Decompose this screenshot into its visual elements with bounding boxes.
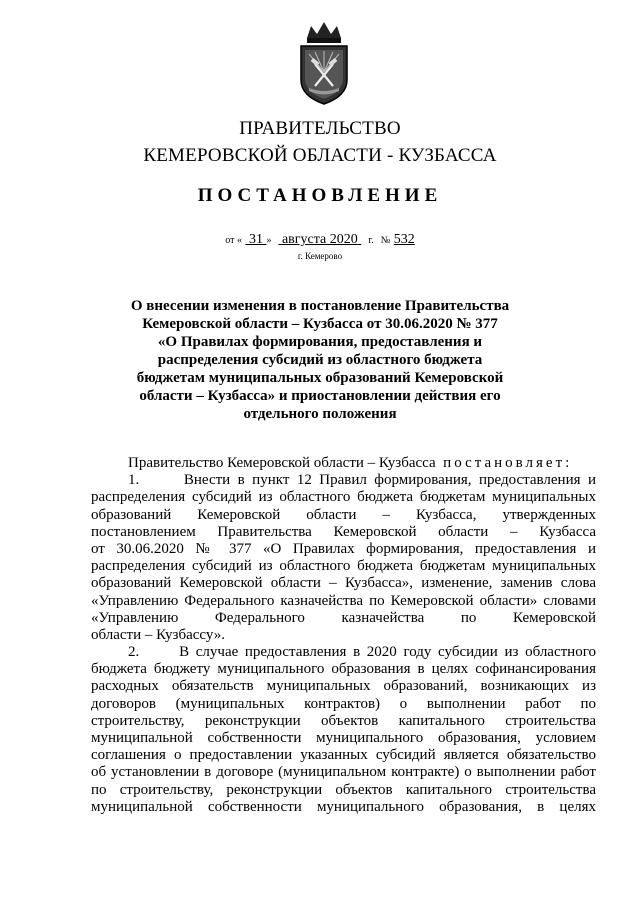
intro-line [91,455,596,472]
kuzbass-coat-of-arms-icon [295,20,353,106]
heading-line: области – Кузбасса» и приостановлении действия его [139,388,501,404]
document-heading [130,297,510,423]
government-title-line2: КЕМЕРОВСКОЙ ОБЛАСТИ - КУЗБАССА [143,145,497,166]
document-city: г. Кемерово [297,251,343,261]
body-line: бюджета бюджету муниципального образования в целях софинансирования [91,661,596,678]
document-dateline [0,232,640,248]
body-line: муниципальной собственности муниципального образования, в целях [91,798,596,815]
body-line: образований Кемеровской области – Кузбасса», изменение, заменив слова [91,575,596,592]
body-line: расходных обязательств муниципальных образований, возникающих из [91,678,596,695]
heading-line: отдельного положения [243,406,397,422]
heading-line: распределения субсидий из областного бюджета [157,352,483,368]
heading-line: О внесении изменения в постановление Правительства [130,298,510,314]
body-line: договоров (муниципальных контрактов) о выполнении работ по [91,695,596,712]
body-line: строительству, реконструкции объектов капитального строительства [91,712,596,729]
date-month-year: августа 2020 [281,232,358,247]
intro-spaced: постановляет: [443,455,573,471]
body-line: соглашения о предоставлении указанных субсидий является обязательство [91,747,596,764]
body-line: 2. В случае предоставления в 2020 году субсидии из областного [128,644,596,661]
heading-line: Кемеровской области – Кузбасса от 30.06.2020 № 377 [142,316,498,332]
heading-line: бюджетам муниципальных образований Кемеровской [136,370,504,386]
body-line: постановлением Правительства Кемеровской области – Кузбасса [91,523,596,540]
body-line: 1. Внести в пункт 12 Правил формирования, предоставления и [128,472,596,489]
body-line: «Управлению Федерального казначейства по Кемеровской области» словами [91,592,596,609]
body-line: области – Кузбассу». [91,626,225,643]
date-day-close: » [266,235,272,246]
number-sign: № [380,235,391,246]
body-line: «Управлению Федерального казначейства по Кемеровской [91,609,596,626]
heading-line: «О Правилах формирования, предоставления и [157,334,483,350]
date-year-suffix: г. [368,235,374,246]
date-from-label: от « [225,235,242,246]
body-line: распределения субсидий из областного бюджета бюджетам муниципальных [91,489,596,506]
date-day: 31 [248,232,263,247]
body-line: об установлении в договоре (муниципальном контракте) о выполнении работ [91,764,596,781]
body-line: муниципальной собственности муниципального образования, условием [91,730,596,746]
body-line: от 30.06.2020 № 377 «О Правилах формирования, предоставления и [91,540,596,557]
body-line: распределения субсидий из областного бюджета бюджетам муниципальных [91,558,596,575]
government-title-line1: ПРАВИТЕЛЬСТВО [239,118,401,139]
body-line: по строительству, реконструкции объектов капитального строительства [91,781,596,798]
intro-prefix: Правительство Кемеровской области – Кузбасса [128,455,436,471]
body-line: образований Кемеровской области – Кузбасса, утвержденных [91,506,596,523]
document-body [91,455,596,816]
document-type: ПОСТАНОВЛЕНИЕ [197,185,443,206]
document-number: 532 [393,232,415,247]
